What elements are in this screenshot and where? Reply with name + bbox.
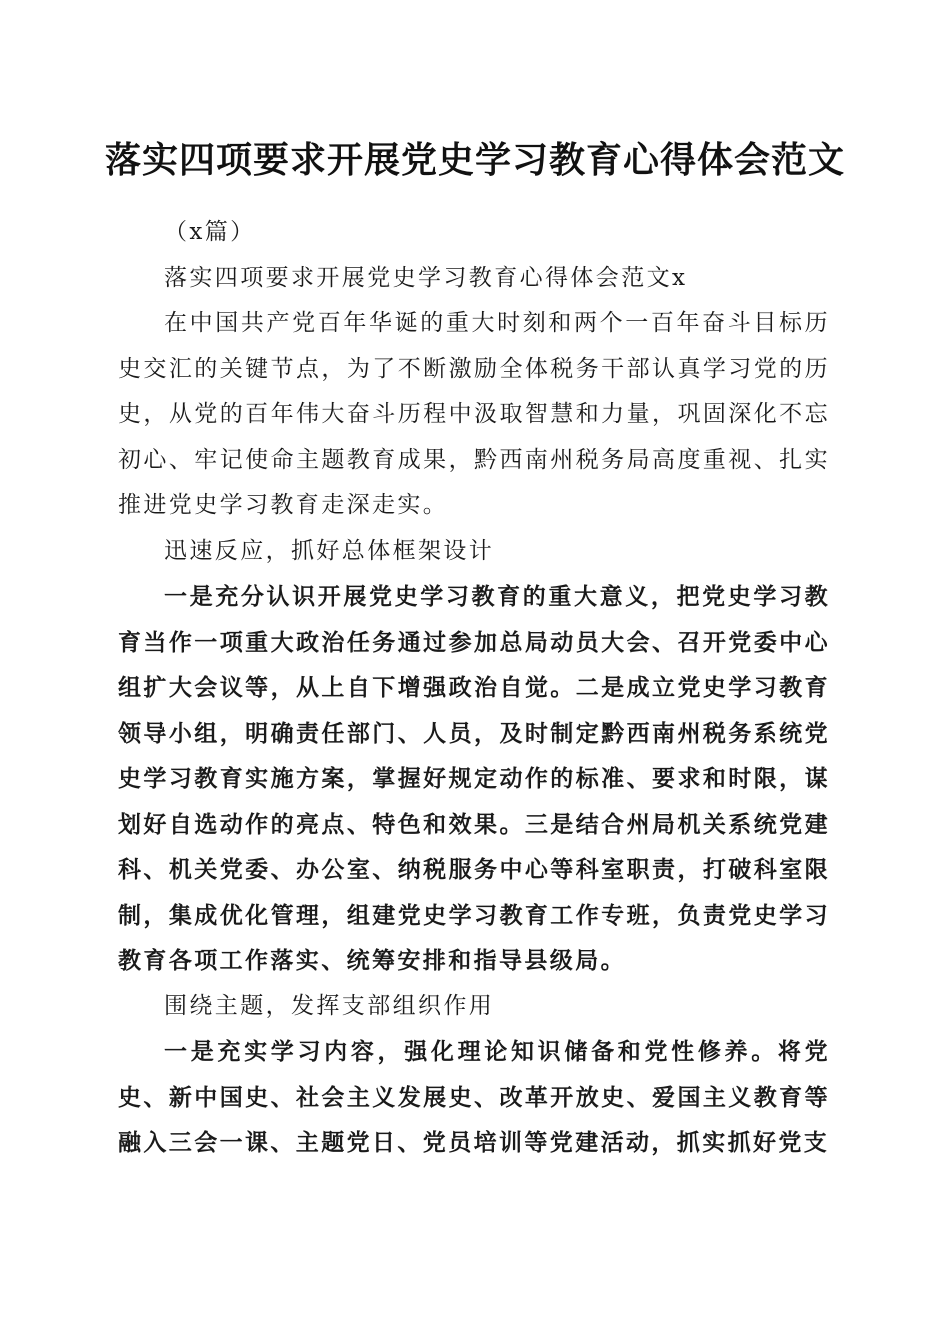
section-heading-framework: 迅速反应，抓好总体框架设计 <box>164 537 495 564</box>
section-heading-branch: 围绕主题，发挥支部组织作用 <box>164 992 495 1019</box>
paragraph-count-note: （x篇） <box>164 219 256 245</box>
paragraph-framework: 一是充分认识开展党史学习教育的重大意义，把党史学习教育当作一项重大政治任务通过参加总局动员大会、召开党委中心组扩大会议等，从上自下增强政治自觉。二是成立党史学习教育领导小组，明确责任部门、人员，及时制定黔西南州税务系统党史学习教育实施方案，掌握好规定动作的标准、要求和时限，谋划好自选动作的亮点、特色和效果。三是结合州局机关系统党建科、机关党委、办公室、纳税服务中心等科室职责，打破科室限制，集成优化管理，组建党史学习教育工作专班，负责党史学习教育各项工作落实、统筹安排和指导县级局。 <box>118 583 830 974</box>
document-title: 落实四项要求开展党史学习教育心得体会范文 <box>104 139 845 181</box>
paragraph-branch: 一是充实学习内容，强化理论知识储备和党性修养。将党史、新中国史、社会主义发展史、改革开放史、爱国主义教育等融入三会一课、主题党日、党员培训等党建活动，抓实抓好党支 <box>118 1038 830 1156</box>
document-body <box>118 210 830 1166</box>
paragraph-intro: 在中国共产党百年华诞的重大时刻和两个一百年奋斗目标历史交汇的关键节点，为了不断激励全体税务干部认真学习党的历史，从党的百年伟大奋斗历程中汲取智慧和力量，巩固深化不忘初心、牢记使命主题教育成果，黔西南州税务局高度重视、扎实推进党史学习教育走深走实。 <box>118 310 830 518</box>
paragraph-subtitle: 落实四项要求开展党史学习教育心得体会范文x <box>164 264 688 291</box>
